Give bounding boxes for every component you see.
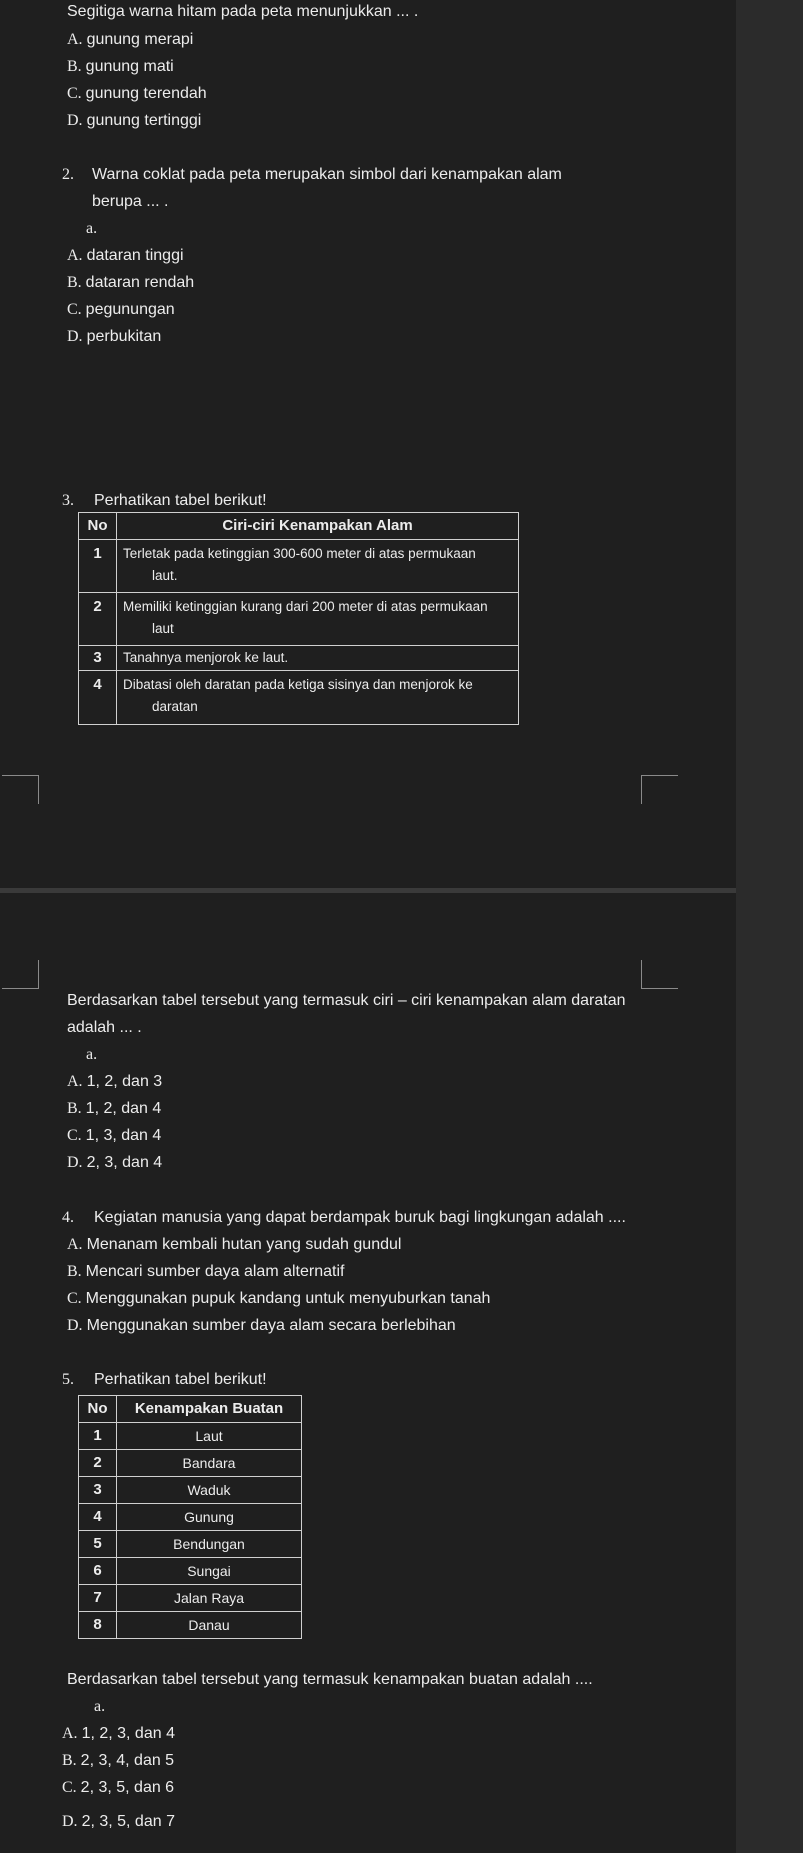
table-header-row: [79, 1396, 302, 1423]
row-number: 2: [93, 598, 102, 615]
q3-question-line1: Berdasarkan tabel tersebut yang termasuk ciri – ciri kenampakan alam daratan: [67, 992, 626, 1009]
margin-corner-mark: [641, 775, 678, 804]
row-number: 1: [79, 1423, 117, 1450]
q2-option-a: A. dataran tinggi: [67, 247, 184, 264]
q3-option-c: C. 1, 3, dan 4: [67, 1127, 162, 1144]
row-name: Jalan Raya: [117, 1585, 302, 1612]
q4-option-a: A. Menanam kembali hutan yang sudah gundul: [67, 1236, 402, 1253]
q1-option-a: A. gunung merapi: [67, 31, 194, 48]
q2-sub-a: a.: [86, 220, 98, 237]
row-text: Memiliki ketinggian kurang dari 200 meter di atas permukaan: [123, 599, 488, 614]
table-row: [79, 1450, 302, 1477]
row-name: Laut: [117, 1423, 302, 1450]
q5-option-d: D. 2, 3, 5, dan 7: [62, 1813, 175, 1830]
row-text-cont: daratan: [152, 699, 198, 714]
row-name: Gunung: [117, 1504, 302, 1531]
row-number: 1: [93, 545, 102, 562]
row-name: Bendungan: [117, 1531, 302, 1558]
table-header-row: [79, 513, 519, 540]
q3-stem: Perhatikan tabel berikut!: [94, 492, 267, 509]
q5-option-b: B. 2, 3, 4, dan 5: [62, 1752, 175, 1769]
row-number: 3: [93, 649, 102, 666]
table-header-no: No: [79, 1396, 117, 1423]
table-header-description: Ciri-ciri Kenampakan Alam: [117, 513, 519, 540]
row-number: 4: [93, 676, 102, 693]
row-name: Sungai: [117, 1558, 302, 1585]
row-number: 3: [79, 1477, 117, 1504]
q2-option-d: D. perbukitan: [67, 328, 162, 345]
q3-option-b: B. 1, 2, dan 4: [67, 1100, 162, 1117]
margin-corner-mark: [2, 960, 39, 989]
row-text-cont: laut: [152, 621, 174, 636]
q4-number: 4.: [62, 1209, 74, 1226]
margin-corner-mark: [641, 960, 678, 989]
q5-option-c: C. 2, 3, 5, dan 6: [62, 1779, 175, 1796]
q4-option-c: C. Menggunakan pupuk kandang untuk menyuburkan tanah: [67, 1290, 491, 1307]
row-text: Tanahnya menjorok ke laut.: [123, 650, 289, 665]
table-header-no: No: [79, 513, 117, 540]
q3-option-d: D. 2, 3, dan 4: [67, 1154, 163, 1171]
table-row: [79, 1585, 302, 1612]
row-number: 4: [79, 1504, 117, 1531]
table-row: [79, 540, 519, 593]
q5-stem: Perhatikan tabel berikut!: [94, 1371, 267, 1388]
table-row: [79, 1423, 302, 1450]
q2-stem-line1: Warna coklat pada peta merupakan simbol dari kenampakan alam: [92, 166, 562, 183]
q1-stem: Segitiga warna hitam pada peta menunjukkan ... .: [67, 3, 419, 20]
row-name: Danau: [117, 1612, 302, 1639]
row-number: 7: [79, 1585, 117, 1612]
row-name: Waduk: [117, 1477, 302, 1504]
row-text: Terletak pada ketinggian 300-600 meter di atas permukaan: [123, 546, 476, 561]
q5-sub-a: a.: [94, 1698, 106, 1715]
table-row: [79, 1531, 302, 1558]
row-number: 8: [79, 1612, 117, 1639]
document-page-2: [0, 893, 736, 1853]
q4-stem: Kegiatan manusia yang dapat berdampak buruk bagi lingkungan adalah ....: [94, 1209, 626, 1226]
table-row: [79, 646, 519, 671]
document-page-1: [0, 0, 736, 888]
q2-option-b: B. dataran rendah: [67, 274, 195, 291]
q3-sub-a: a.: [86, 1046, 98, 1063]
margin-corner-mark: [2, 775, 39, 804]
q4-option-d: D. Menggunakan sumber daya alam secara berlebihan: [67, 1317, 456, 1334]
row-text-cont: laut.: [152, 568, 178, 583]
table-header-name: Kenampakan Buatan: [117, 1396, 302, 1423]
q5-option-a: A. 1, 2, 3, dan 4: [62, 1725, 175, 1742]
q3-option-a: A. 1, 2, dan 3: [67, 1073, 163, 1090]
q4-option-b: B. Mencari sumber daya alam alternatif: [67, 1263, 345, 1280]
row-number: 5: [79, 1531, 117, 1558]
q3-question-line2: adalah ... .: [67, 1019, 142, 1036]
q5-number: 5.: [62, 1371, 74, 1388]
q3-number: 3.: [62, 492, 74, 509]
table-row: [79, 593, 519, 646]
table-row: [79, 1612, 302, 1639]
table-row: [79, 1558, 302, 1585]
q1-option-b: B. gunung mati: [67, 58, 174, 75]
q2-option-c: C. pegunungan: [67, 301, 175, 318]
q2-stem-line2: berupa ... .: [92, 193, 169, 210]
q1-option-c: C. gunung terendah: [67, 85, 207, 102]
artificial-features-table: [78, 1395, 302, 1639]
table-row: [79, 1504, 302, 1531]
row-text: Dibatasi oleh daratan pada ketiga sisinya dan menjorok ke: [123, 677, 473, 692]
q5-question: Berdasarkan tabel tersebut yang termasuk kenampakan buatan adalah ....: [67, 1671, 593, 1688]
table-row: [79, 671, 519, 725]
q1-option-d: D. gunung tertinggi: [67, 112, 202, 129]
row-name: Bandara: [117, 1450, 302, 1477]
row-number: 2: [79, 1450, 117, 1477]
q2-number: 2.: [62, 166, 74, 183]
row-number: 6: [79, 1558, 117, 1585]
table-row: [79, 1477, 302, 1504]
features-table: [78, 512, 519, 725]
